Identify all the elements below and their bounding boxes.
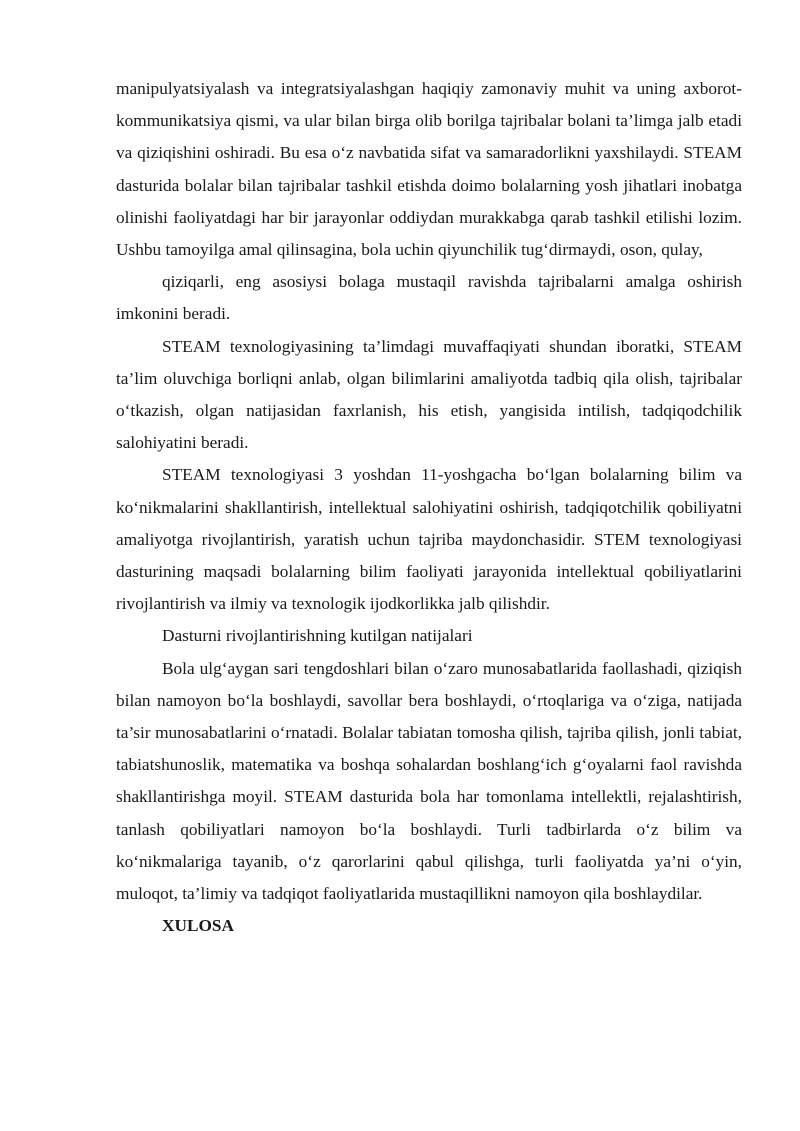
- paragraph-5-subheading: Dasturni rivojlantirishning kutilgan natijalari: [162, 626, 473, 646]
- section-heading-xulosa: XULOSA: [162, 916, 235, 936]
- paragraph-6: Bola ulg‘aygan sari tengdoshlari bilan o‘zaro munosabatlarida faollashadi, qiziqish bilan namoyon bo‘la boshlaydi, savollar bera boshlaydi, o‘rtoqlariga va o‘ziga, natijada ta’sir munosabatlarini o‘rnatadi. Bolalar tabiatan tomosha qilish, tajriba qilish, jonli tabiat, tabiatshunoslik, matematika va boshqa sohalardan boshlang‘ich g‘oyalarni faol ravishda shakllantirishga moyil. STEAM dasturida bola har tomonlama intellektli, rejalashtirish, tanlash qobiliyatlari namoyon bo‘la boshlaydi. Turli tadbirlarda o‘z bilim va ko‘nikmalariga tayanib, o‘z qarorlarini qabul qilishga, turli faoliyatda ya’ni o‘yin, muloqot, ta’limiy va tadqiqot faoliyatlarida mustaqillikni namoyon qila boshlaydilar.: [116, 658, 742, 904]
- paragraph-2: qiziqarli, eng asosiysi bolaga mustaqil ravishda tajribalarni amalga oshirish imkonini beradi.: [116, 272, 742, 324]
- paragraph-4: STEAM texnologiyasi 3 yoshdan 11-yoshgacha bo‘lgan bolalarning bilim va ko‘nikmalarini shakllantirish, intellektual salohiyatini oshirish, tadqiqotchilik qobiliyatni amaliyotga rivojlantirish, yaratish uchun tajriba maydonchasidir. STEM texnologiyasi dasturining maqsadi bolalarning bilim faoliyati jarayonida intellektual qobiliyatlarini rivojlantirish va ilmiy va texnologik ijodkorlikka jalb qilishdir.: [116, 465, 742, 614]
- paragraph-1: manipulyatsiyalash va integratsiyalashgan haqiqiy zamonaviy muhit va uning axborot-kommunikatsiya qismi, va ular bilan birga olib borilga tajribalar bolani ta’limga jalb etadi va qiziqishini oshiradi. Bu esa o‘z navbatida sifat va samaradorlikni yaxshilaydi. STEAM dasturida bolalar bilan tajribalar tashkil etishda doimo bolalarning yosh jihatlari inobatga olinishi faoliyatdagi har bir jarayonlar oddiydan murakkabga qarab tashkil etilishi lozim. Ushbu tamoyilga amal qilinsagina, bola uchin qiyunchilik tug‘dirmaydi, oson, qulay,: [116, 79, 742, 260]
- document-page: [116, 73, 742, 942]
- paragraph-3: STEAM texnologiyasining ta’limdagi muvaffaqiyati shundan iboratki, STEAM ta’lim oluvchiga borliqni anlab, olgan bilimlarini amaliyotda tadbiq qila olish, tajribalar o‘tkazish, olgan natijasidan faxrlanish, his etish, yangisida intilish, tadqiqodchilik salohiyatini beradi.: [116, 336, 742, 453]
